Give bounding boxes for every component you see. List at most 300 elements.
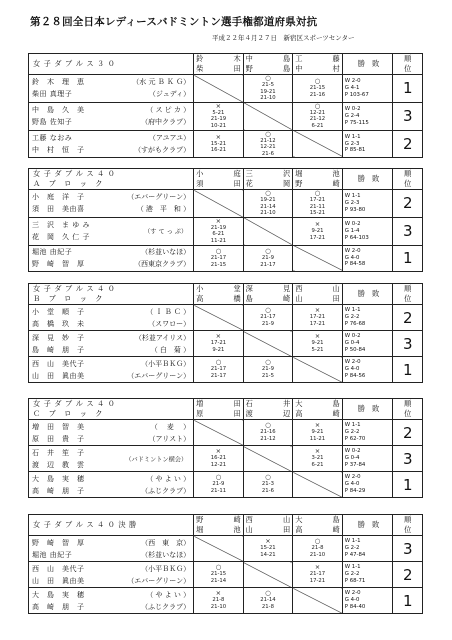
game-score: 12-21 <box>309 109 326 116</box>
game-score: 21-8 <box>212 597 225 604</box>
match-result <box>293 536 343 562</box>
opponent-surname-char: 見 <box>283 284 291 293</box>
match-result <box>194 446 244 472</box>
game-score: 21-17 <box>210 254 227 261</box>
match-result <box>293 331 343 357</box>
category-line-1: 女 子 ダ ブ ル ス ３ ０ <box>33 59 116 68</box>
game-score: 21-11 <box>210 488 227 494</box>
club-name: （ふじクラブ） <box>141 486 191 495</box>
winloss-stats <box>342 245 393 271</box>
rank-value: 3 <box>393 217 423 245</box>
result-mark: ○ <box>265 130 271 138</box>
opponent-surname-char: 原 <box>196 409 204 418</box>
rank-value: 3 <box>393 102 423 130</box>
player-name: 中 島 久 美 <box>32 106 85 115</box>
player-name: 花 岡 久 仁 子 <box>32 233 90 242</box>
game-score: 21-9 <box>212 481 225 488</box>
opponent-header <box>194 399 244 420</box>
winloss-line: P 103-67 <box>344 91 369 98</box>
match-result <box>293 420 343 446</box>
opponent-surname-char: 崎 <box>332 525 340 534</box>
player-name: 野 崎 智 厚 <box>32 538 85 547</box>
club-name: （ ス ピ カ ） <box>146 106 191 115</box>
game-score: 21-6 <box>261 488 274 494</box>
rank-value: 2 <box>393 562 423 588</box>
opponent-surname-char: 島 <box>332 515 340 524</box>
winloss-line: G 4-0 <box>344 254 360 261</box>
opponent-surname-char: 岡 <box>283 179 291 188</box>
self-match-diagonal <box>293 472 343 498</box>
match-result <box>194 130 244 158</box>
pair-players <box>29 562 194 588</box>
opponent-surname-char: 沢 <box>283 169 291 178</box>
opponent-surname-char: 西 <box>245 515 253 524</box>
game-score: 17-21 <box>210 340 227 347</box>
result-mark: ○ <box>265 421 271 430</box>
opponent-surname-char: 辺 <box>283 409 291 418</box>
opponent-header <box>293 284 343 305</box>
pair-players <box>29 217 194 245</box>
game-score: 21-10 <box>210 604 227 610</box>
winloss-line: G 2-4 <box>344 112 360 119</box>
opponent-header <box>243 515 293 536</box>
opponent-surname-char: 崎 <box>233 515 241 524</box>
winloss-stats <box>342 472 393 498</box>
team-row <box>29 75 423 103</box>
club-name: （ 港 平 和 ） <box>136 205 191 214</box>
opponent-surname-char: 橋 <box>233 294 241 303</box>
opponent-surname-char: 増 <box>196 399 204 408</box>
winloss-line: W 1-1 <box>344 422 361 429</box>
result-mark: ○ <box>265 246 271 255</box>
result-mark: × <box>215 102 222 110</box>
winloss-stats <box>342 102 393 130</box>
result-mark: × <box>314 447 321 456</box>
player-name: 中 村 恒 子 <box>32 145 85 154</box>
result-mark: ○ <box>215 358 222 367</box>
team-row <box>29 305 423 331</box>
club-name: （すがもクラブ） <box>134 145 191 154</box>
game-score: 10-21 <box>210 122 227 129</box>
rank-header <box>393 54 423 75</box>
player-name: 鈴 木 理 恵 <box>32 78 85 87</box>
player-name: 山 田 眞由美 <box>32 576 85 585</box>
player-name: 小 堂 順 子 <box>32 307 85 316</box>
game-score: 21-14 <box>260 597 276 604</box>
player-name: 野 崎 智 厚 <box>32 260 85 269</box>
opponent-surname-char: 西 <box>295 284 303 293</box>
opponent-surname-char: 田 <box>233 409 241 418</box>
game-score: 17-21 <box>309 321 326 327</box>
winloss-stats <box>342 588 393 614</box>
winloss-header: 勝 敗 <box>342 515 393 536</box>
player-name: 石 井 笙 子 <box>32 448 85 457</box>
rank-value: 1 <box>393 357 423 383</box>
rank-value: 2 <box>393 130 423 158</box>
game-score: 21-17 <box>309 571 326 578</box>
player-name: 原 田 貴 子 <box>32 434 85 443</box>
rank-header-top: 順 <box>404 515 412 524</box>
winloss-line: P 84-29 <box>344 487 366 494</box>
winloss-line: G 1-4 <box>344 227 360 234</box>
club-name: （ Ｉ Ｂ Ｃ ） <box>146 307 191 316</box>
winloss-line: W 2-0 <box>344 78 361 85</box>
winloss-line: W 1-1 <box>344 133 361 140</box>
match-result <box>243 130 293 158</box>
rank-value: 1 <box>393 588 423 614</box>
winloss-stats <box>342 190 393 218</box>
player-name: 野島 佐知子 <box>32 118 73 127</box>
opponent-header <box>293 515 343 536</box>
game-score: 6-21 <box>311 122 324 129</box>
rank-header-bottom: 位 <box>404 525 412 534</box>
winloss-line: P 84-56 <box>344 372 366 379</box>
winloss-stats <box>342 75 393 103</box>
winloss-line: P 93-80 <box>344 206 366 213</box>
opponent-surname-char: 大 <box>295 515 303 524</box>
player-name: 山 田 眞由美 <box>32 371 85 380</box>
game-score: 21-16 <box>260 429 276 436</box>
winloss-line: W 1-1 <box>344 538 361 545</box>
winloss-header: 勝 敗 <box>342 399 393 420</box>
winloss-header: 勝 敗 <box>342 169 393 190</box>
team-row <box>29 588 423 614</box>
pair-players <box>29 472 194 498</box>
match-result <box>243 357 293 383</box>
rank-value: 3 <box>393 446 423 472</box>
winloss-line: P 37-84 <box>344 461 366 468</box>
self-match-diagonal <box>243 331 293 357</box>
result-mark: ○ <box>265 74 271 82</box>
result-mark: ○ <box>314 189 321 197</box>
winloss-line: W 0-2 <box>344 333 361 340</box>
rank-header <box>393 399 423 420</box>
opponent-surname-char: 小 <box>196 284 204 293</box>
winloss-line: P 76-68 <box>344 320 366 327</box>
club-name: （スワロー） <box>148 319 191 328</box>
opponent-surname-char: 島 <box>245 294 253 303</box>
club-name: （エバーグリーン） <box>127 576 191 585</box>
game-score: 9-21 <box>212 347 225 353</box>
team-row <box>29 102 423 130</box>
winloss-line: G 2-2 <box>344 571 360 578</box>
opponent-surname-char: 井 <box>283 399 291 408</box>
winloss-line: W 0-2 <box>344 220 361 227</box>
result-mark: × <box>314 421 321 430</box>
pair-players <box>29 420 194 446</box>
game-score: 15-21 <box>260 545 276 552</box>
game-score: 21-9 <box>261 366 274 373</box>
opponent-header <box>243 169 293 190</box>
opponent-surname-char: 池 <box>332 169 340 178</box>
match-result <box>194 472 244 498</box>
game-score: 21-17 <box>210 366 227 373</box>
match-result <box>194 245 244 271</box>
club-name: （杉並いなほ） <box>141 550 191 559</box>
game-score: 21-10 <box>260 210 276 217</box>
winloss-line: G 4-1 <box>344 84 360 91</box>
player-name: 渡 辺 教 雲 <box>32 460 85 469</box>
opponent-surname-char: 大 <box>295 399 303 408</box>
category-line-2: Ａ ブ ロ ッ ク <box>33 179 104 188</box>
winloss-stats <box>342 357 393 383</box>
opponent-header <box>243 399 293 420</box>
player-name: 柴田 真理子 <box>32 90 73 99</box>
opponent-surname-char: 渡 <box>245 409 253 418</box>
opponent-header <box>293 54 343 75</box>
result-mark: ○ <box>215 563 222 572</box>
winloss-line: P 64-103 <box>344 234 369 241</box>
game-score: 21-14 <box>210 578 227 584</box>
opponent-surname-char: 野 <box>245 64 253 73</box>
game-score: 16-21 <box>210 455 227 462</box>
game-score: 15-21 <box>210 140 227 147</box>
game-score: 12-21 <box>260 144 276 151</box>
player-name: 島 崎 朋 子 <box>32 345 85 354</box>
self-match-diagonal <box>243 562 293 588</box>
category-line-2: Ｃ ブ ロ ッ ク <box>33 409 104 418</box>
game-score: 21-10 <box>260 95 276 102</box>
match-result <box>243 420 293 446</box>
game-score: 5-21 <box>311 347 324 353</box>
category-line-1: 女 子 ダ ブ ル ス ４ ０ <box>33 169 116 178</box>
game-score: 21-16 <box>309 91 326 98</box>
game-score: 21-3 <box>261 481 274 488</box>
match-result <box>293 562 343 588</box>
club-name: （エバーグリーン） <box>127 371 191 380</box>
club-name: （す て っ ぷ） <box>144 228 188 236</box>
rank-header-top: 順 <box>404 399 412 408</box>
opponent-surname-char: 田 <box>233 64 241 73</box>
opponent-surname-char: 三 <box>245 169 253 178</box>
result-mark: × <box>314 563 321 572</box>
category-line-1: 女 子 ダ ブ ル ス ４ ０ <box>33 399 116 408</box>
opponent-surname-char: 崎 <box>332 179 340 188</box>
winloss-line: P 85-81 <box>344 147 366 154</box>
pair-players <box>29 190 194 218</box>
team-row <box>29 536 423 562</box>
opponent-surname-char: 田 <box>332 294 340 303</box>
opponent-surname-char: 高 <box>295 525 303 534</box>
rank-value: 2 <box>393 190 423 218</box>
opponent-surname-char: 工 <box>295 54 303 63</box>
winloss-stats <box>342 446 393 472</box>
rank-value: 3 <box>393 536 423 562</box>
self-match-diagonal <box>293 357 343 383</box>
match-result <box>293 190 343 218</box>
match-result <box>293 305 343 331</box>
club-name: （小平ＢＫＧ） <box>141 359 191 368</box>
opponent-surname-char: 野 <box>295 179 303 188</box>
result-mark: × <box>314 220 321 229</box>
winloss-stats <box>342 217 393 245</box>
winloss-line: W 2-0 <box>344 359 361 366</box>
game-score: 17-21 <box>309 234 326 241</box>
rank-value: 1 <box>393 245 423 271</box>
rank-header-top: 順 <box>404 169 412 178</box>
self-match-diagonal <box>293 130 343 158</box>
pair-players <box>29 446 194 472</box>
rank-header-top: 順 <box>404 54 412 63</box>
game-score: 21-12 <box>260 436 276 442</box>
club-name: （小平ＢＫＧ） <box>141 564 191 573</box>
opponent-header <box>243 284 293 305</box>
player-name: 増 田 智 美 <box>32 422 85 431</box>
self-match-diagonal <box>293 588 343 614</box>
player-name: 工藤 なおみ <box>32 133 73 142</box>
opponent-surname-char: 花 <box>245 179 253 188</box>
self-match-diagonal <box>194 420 244 446</box>
player-name: 高 崎 朋 子 <box>32 486 85 495</box>
self-match-diagonal <box>194 305 244 331</box>
match-result <box>243 588 293 614</box>
category-line-2: Ｂ ブ ロ ッ ク <box>33 294 104 303</box>
game-score: 17-21 <box>309 578 326 584</box>
opponent-header <box>194 515 244 536</box>
winloss-header: 勝 敗 <box>342 54 393 75</box>
pair-players <box>29 305 194 331</box>
opponent-surname-char: 田 <box>283 525 291 534</box>
club-name: （アユアユ） <box>148 133 191 142</box>
opponent-surname-char: 野 <box>196 515 204 524</box>
winloss-line: P 68-71 <box>344 577 366 584</box>
game-score: 21-10 <box>309 552 326 558</box>
opponent-surname-char: 木 <box>233 54 241 63</box>
winloss-line: G 0-4 <box>344 455 360 462</box>
rank-value: 2 <box>393 305 423 331</box>
team-row <box>29 331 423 357</box>
result-mark: × <box>215 332 222 341</box>
opponent-surname-char: 島 <box>332 399 340 408</box>
bracket-table <box>28 514 423 614</box>
opponent-surname-char: 崎 <box>283 294 291 303</box>
match-result <box>243 472 293 498</box>
rank-value: 1 <box>393 75 423 103</box>
match-result <box>194 357 244 383</box>
club-name: （杉並アイリス） <box>134 333 191 342</box>
winloss-line: P 62-70 <box>344 435 366 442</box>
event-date-venue: 平成２２年４月２７日 新宿区スポーツセンター <box>212 34 355 42</box>
opponent-surname-char: 小 <box>196 169 204 178</box>
match-result <box>293 75 343 103</box>
pair-players <box>29 357 194 383</box>
game-score: 21-19 <box>210 116 227 123</box>
pair-players <box>29 536 194 562</box>
player-name: 堀池 由紀子 <box>32 248 73 257</box>
category-label <box>29 284 194 305</box>
club-name: （ や よ い ） <box>146 590 191 599</box>
result-mark: × <box>314 306 321 315</box>
game-score: 5-21 <box>212 109 225 116</box>
winloss-line: P 84-40 <box>344 603 366 610</box>
winloss-stats <box>342 305 393 331</box>
opponent-surname-char: 鈴 <box>196 54 204 63</box>
game-score: 21-9 <box>261 254 274 261</box>
club-name: （ふじクラブ） <box>141 602 191 611</box>
winloss-line: G 2-2 <box>344 429 360 436</box>
player-name: 小 庭 洋 子 <box>32 193 85 202</box>
rank-value: 2 <box>393 420 423 446</box>
winloss-line: G 4-0 <box>344 481 360 488</box>
match-result <box>194 562 244 588</box>
rank-header <box>393 515 423 536</box>
club-name: （水 元 Ｂ Ｋ Ｇ） <box>132 78 191 87</box>
result-mark: ○ <box>265 189 271 197</box>
team-row <box>29 420 423 446</box>
self-match-diagonal <box>194 75 244 103</box>
club-name: （ や よ い ） <box>146 474 191 483</box>
result-mark: ○ <box>265 473 271 482</box>
pair-players <box>29 245 194 271</box>
rank-header-bottom: 位 <box>404 179 412 188</box>
game-score: 21-5 <box>261 373 274 379</box>
game-score: 21-15 <box>309 85 326 92</box>
club-name: （ 白 菊 ） <box>150 345 191 354</box>
category-label <box>29 399 194 420</box>
game-score: 21-6 <box>261 150 274 157</box>
opponent-surname-char: 中 <box>245 54 253 63</box>
winloss-line: W 0-2 <box>344 105 361 112</box>
team-row <box>29 472 423 498</box>
result-mark: × <box>215 589 222 598</box>
club-name: （ 麦 ） <box>150 422 191 431</box>
opponent-surname-char: 堀 <box>196 525 204 534</box>
opponent-surname-char: 深 <box>245 284 253 293</box>
pair-players <box>29 331 194 357</box>
bracket-table <box>28 398 423 498</box>
player-name: 須 田 美由喜 <box>32 205 85 214</box>
game-score: 21-8 <box>311 545 324 552</box>
winloss-line: W 2-0 <box>344 474 361 481</box>
winloss-line: W 1-1 <box>344 307 361 314</box>
opponent-surname-char: 山 <box>245 525 253 534</box>
opponent-surname-char: 堂 <box>233 284 241 293</box>
game-score: 21-9 <box>261 321 274 327</box>
opponent-header <box>293 169 343 190</box>
winloss-line: P 84-58 <box>344 261 366 268</box>
game-score: 9-21 <box>311 429 324 436</box>
opponent-surname-char: 堀 <box>295 169 303 178</box>
self-match-diagonal <box>243 102 293 130</box>
game-score: 21-12 <box>260 137 276 144</box>
opponent-header <box>194 169 244 190</box>
player-name: 堀池 由紀子 <box>32 550 73 559</box>
opponent-surname-char: 島 <box>283 64 291 73</box>
result-mark: ○ <box>215 473 222 482</box>
club-name: （アリスト） <box>148 434 191 443</box>
player-name: 高 崎 朋 子 <box>32 602 85 611</box>
team-row <box>29 190 423 218</box>
result-mark: × <box>215 447 222 456</box>
opponent-surname-char: 村 <box>332 64 340 73</box>
result-mark: × <box>215 217 222 225</box>
opponent-surname-char: 田 <box>233 179 241 188</box>
winloss-stats <box>342 536 393 562</box>
result-mark: × <box>265 537 271 546</box>
game-score: 15-21 <box>309 210 326 217</box>
opponent-surname-char: 田 <box>233 399 241 408</box>
winloss-line: W 2-0 <box>344 590 361 597</box>
match-result <box>293 446 343 472</box>
game-score: 14-21 <box>260 552 276 558</box>
game-score: 21-11 <box>309 203 326 210</box>
player-name: 三 沢 ま ゆ み <box>32 221 90 230</box>
match-result <box>293 217 343 245</box>
club-name: （バドミントン横会） <box>125 456 188 463</box>
winloss-line: W 1-1 <box>344 193 361 200</box>
result-mark: ○ <box>314 102 321 110</box>
result-mark: ○ <box>215 246 222 255</box>
